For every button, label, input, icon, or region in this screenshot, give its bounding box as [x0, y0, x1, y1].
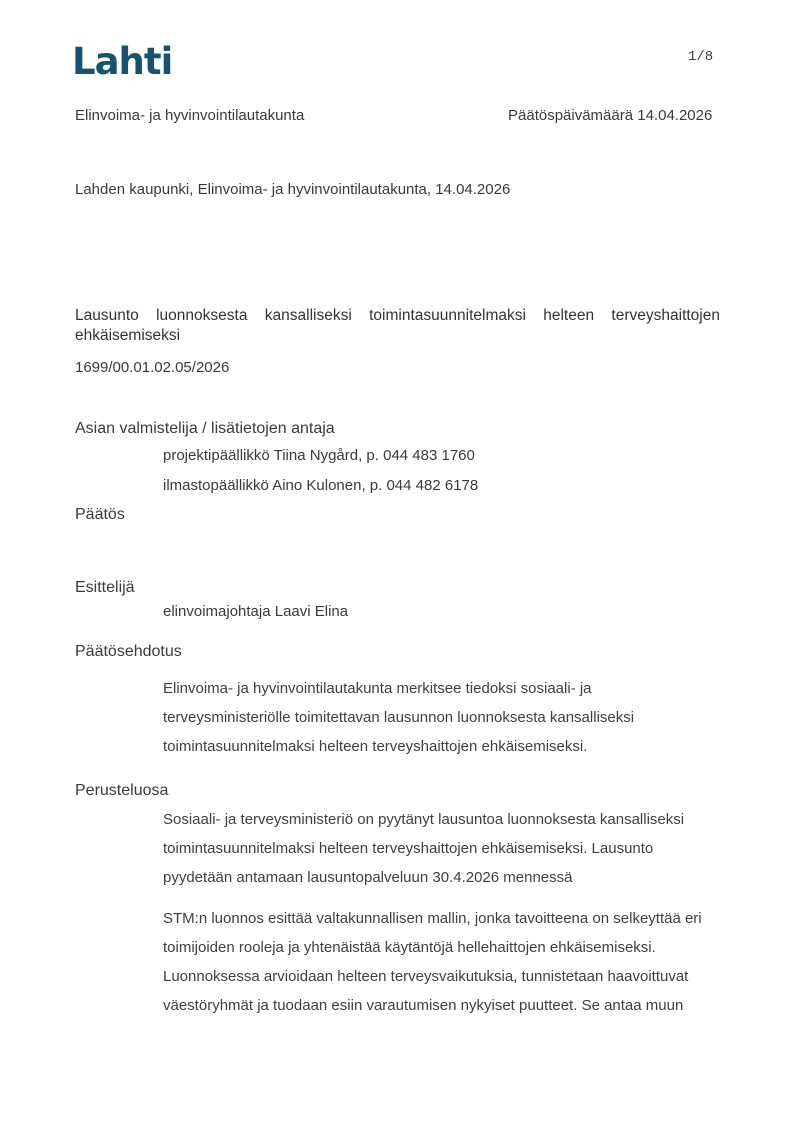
preparer-contact: ilmastopäällikkö Aino Kulonen, p. 044 482 6178 — [163, 477, 479, 494]
presenter-name: elinvoimajohtaja Laavi Elina — [163, 603, 349, 620]
preparer-contact: projektipäällikkö Tiina Nygård, p. 044 483 1760 — [163, 447, 475, 464]
lahti-logo: Lahti — [72, 40, 173, 83]
page-number: 1/8 — [688, 49, 714, 65]
section-heading-preparer: Asian valmistelija / lisätietojen antaja — [75, 420, 335, 437]
header-committee: Elinvoima- ja hyvinvointilautakunta — [75, 107, 305, 124]
section-heading-proposal: Päätösehdotus — [75, 643, 182, 660]
document-source-line: Lahden kaupunki, Elinvoima- ja hyvinvointilautakunta, 14.04.2026 — [75, 181, 511, 198]
proposal-paragraph: Elinvoima- ja hyvinvointilautakunta merkitsee tiedoksi sosiaali- ja terveysministeriölle toimitettavan lausunnon luonnoksesta kansalliseksi toimintasuunnitelmaksi helteen terveyshaittojen ehkäisemiseksi. — [163, 680, 635, 755]
header-decision-date: Päätöspäivämäärä 14.04.2026 — [508, 107, 713, 124]
document-title: Lausunto luonnoksesta kansalliseksi toimintasuunnitelmaksi helteen terveyshaittojen ehkäisemiseksi — [75, 307, 720, 344]
case-number: 1699/00.01.02.05/2026 — [75, 359, 230, 376]
section-heading-decision: Päätös — [75, 506, 125, 523]
section-heading-presenter: Esittelijä — [75, 579, 135, 596]
section-heading-rationale: Perusteluosa — [75, 782, 169, 799]
rationale-paragraph: STM:n luonnos esittää valtakunnallisen mallin, jonka tavoitteena on selkeyttää eri toimijoiden rooleja ja yhtenäistää käytäntöjä hellehaittojen ehkäisemiseksi. Luonnoksessa arvioidaan helteen terveysvaikutuksia, tunnistetaan haavoittuvat väestöryhmät ja tuodaan esiin varautumisen nykyiset puutteet. Se antaa muun — [163, 910, 702, 1014]
rationale-paragraph: Sosiaali- ja terveysministeriö on pyytänyt lausuntoa luonnoksesta kansalliseksi toimintasuunnitelmaksi helteen terveyshaittojen ehkäisemiseksi. Lausunto pyydetään antamaan lausuntopalveluun 30.4.2026 mennessä — [163, 811, 685, 886]
